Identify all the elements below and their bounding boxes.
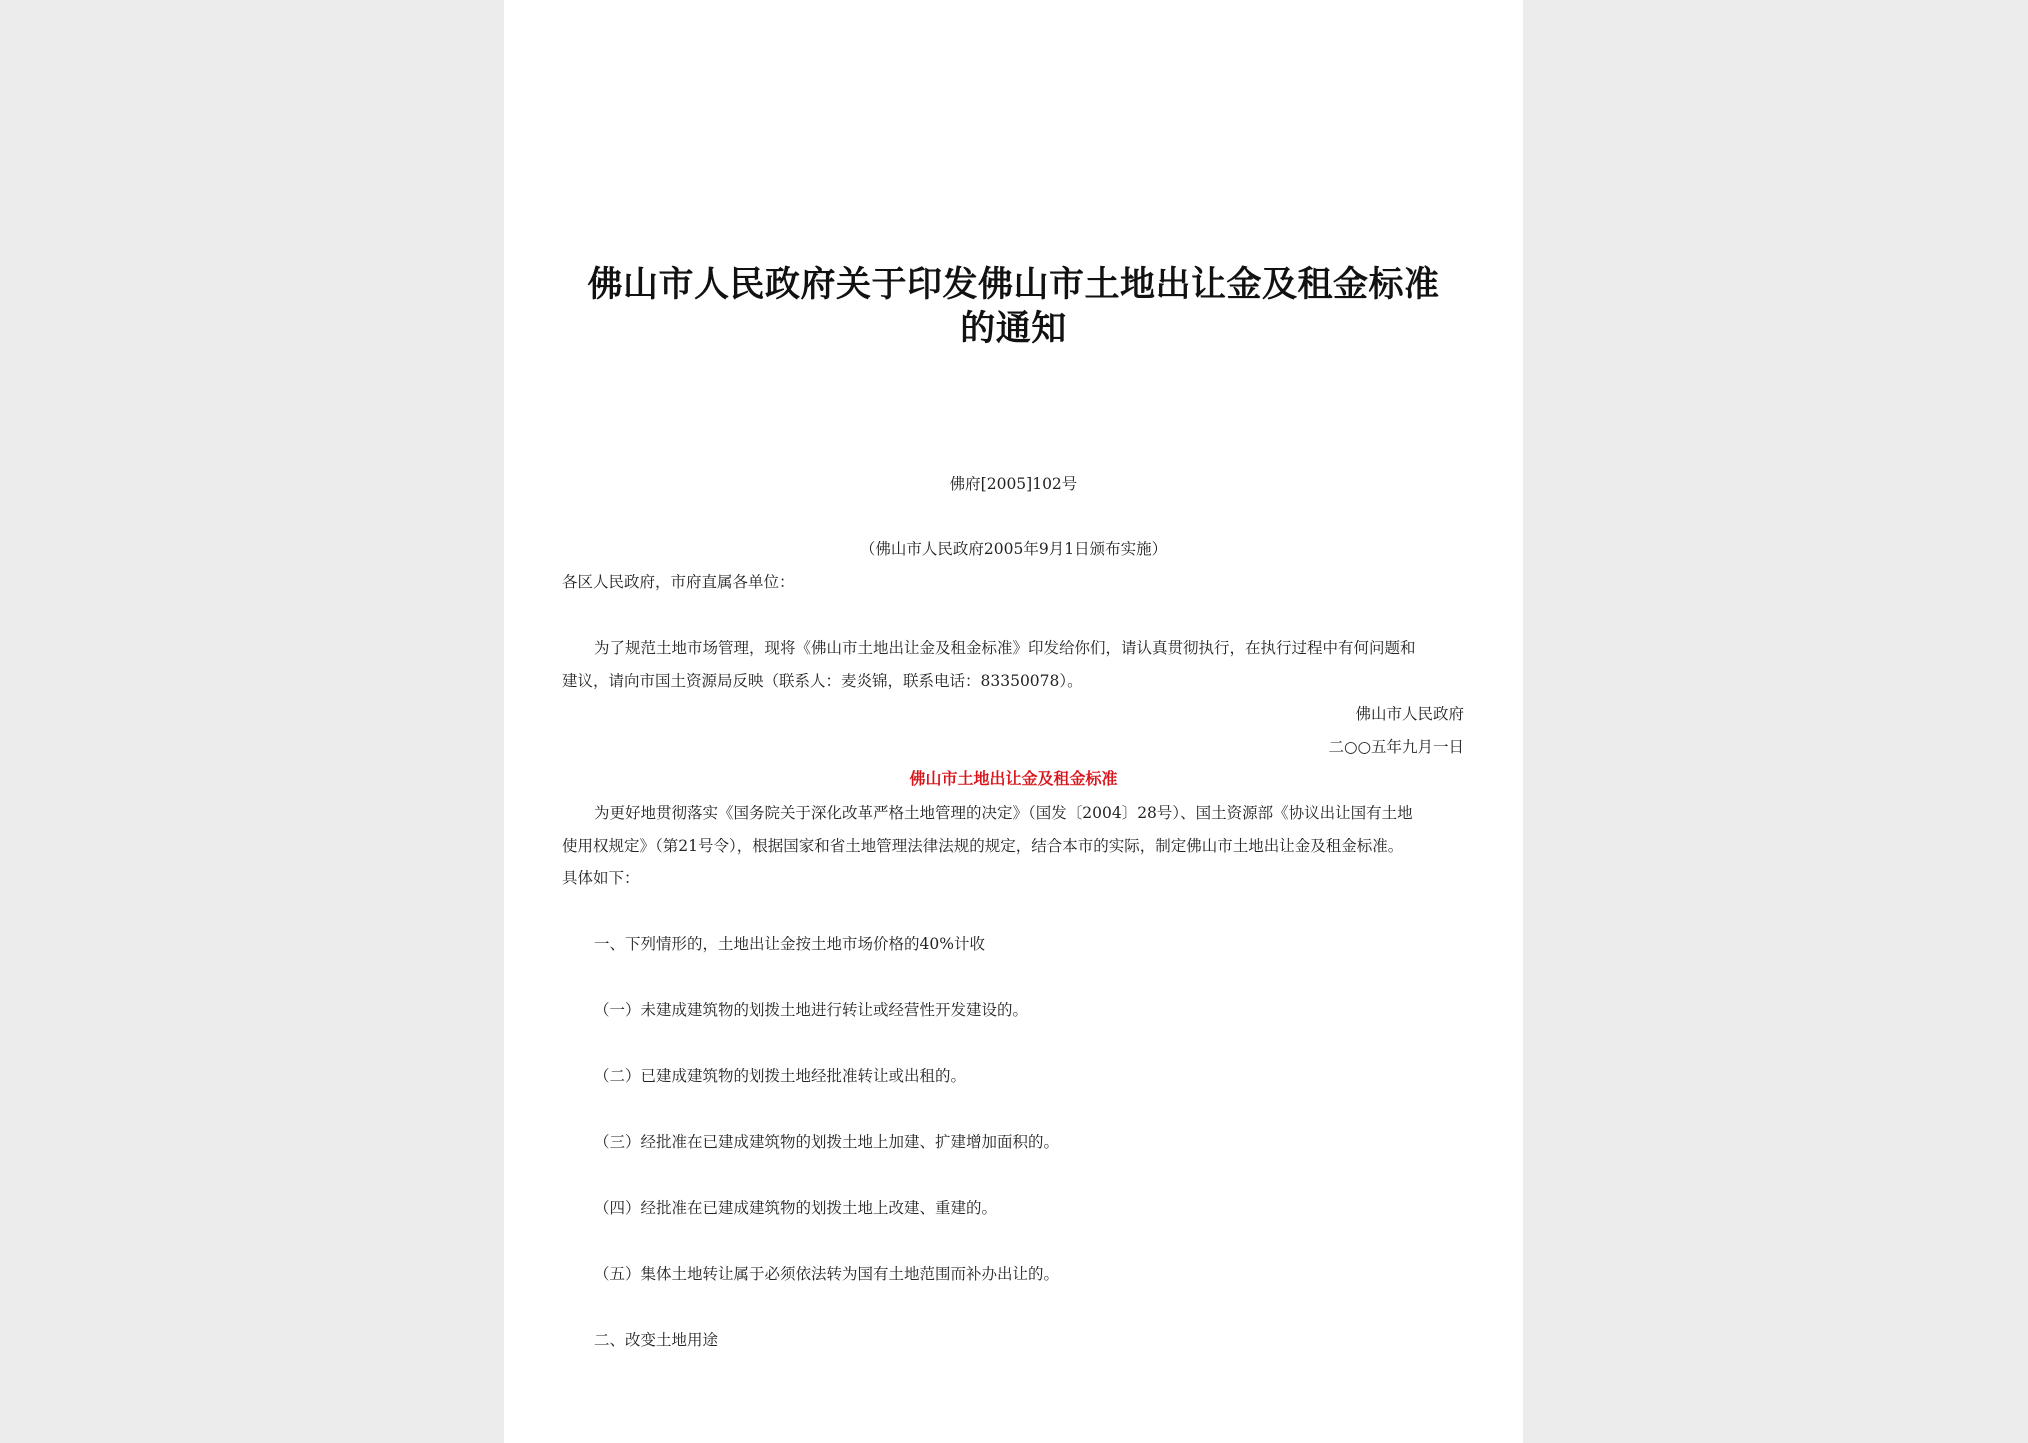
section-title: 佛山市土地出让金及租金标准 (909, 769, 1118, 788)
document-title (544, 263, 1483, 351)
intro-line-2: 使用权规定》（第21号令），根据国家和省土地管理法律法规的规定，结合本市的实际，制定佛山市土地出让金及租金标准。 (562, 837, 1404, 855)
item-1-sub-3: （三）经批准在已建成建筑物的划拨土地上加建、扩建增加面积的。 (594, 1133, 1060, 1151)
item-1-sub-2: （二）已建成建筑物的划拨土地经批准转让或出租的。 (594, 1067, 967, 1085)
title-line-1: 佛山市人民政府关于印发佛山市土地出让金及租金标准 (587, 264, 1440, 305)
item-1-heading: 一、下列情形的，土地出让金按土地市场价格的40%计收 (594, 935, 985, 953)
body-paragraph-line-2: 建议，请向市国土资源局反映（联系人：麦炎锦，联系电话：83350078）。 (562, 672, 1083, 690)
document-page (504, 0, 1523, 1443)
document-number: 佛府[2005]102号 (949, 475, 1078, 493)
item-1-sub-4: （四）经批准在已建成建筑物的划拨土地上改建、重建的。 (594, 1199, 998, 1217)
item-2-heading: 二、改变土地用途 (594, 1331, 719, 1349)
title-line-2: 的通知 (960, 308, 1067, 349)
body-paragraph-line-1: 为了规范土地市场管理，现将《佛山市土地出让金及租金标准》印发给你们，请认真贯彻执行，在执行过程中有何问题和 (594, 639, 1416, 657)
item-1-sub-1: （一）未建成建筑物的划拨土地进行转让或经营性开发建设的。 (594, 1001, 1029, 1019)
signature: 佛山市人民政府 (1355, 705, 1464, 723)
intro-line-3: 具体如下： (562, 869, 640, 887)
issue-date: 二○○五年九月一日 (1328, 738, 1464, 756)
item-1-sub-5: （五）集体土地转让属于必须依法转为国有土地范围而补办出让的。 (594, 1265, 1060, 1283)
issued-note: （佛山市人民政府2005年9月1日颁布实施） (859, 540, 1168, 558)
addressee: 各区人民政府，市府直属各单位： (562, 573, 795, 591)
intro-line-1: 为更好地贯彻落实《国务院关于深化改革严格土地管理的决定》（国发〔2004〕28号）、国土资源部《协议出让国有土地 (594, 804, 1413, 822)
